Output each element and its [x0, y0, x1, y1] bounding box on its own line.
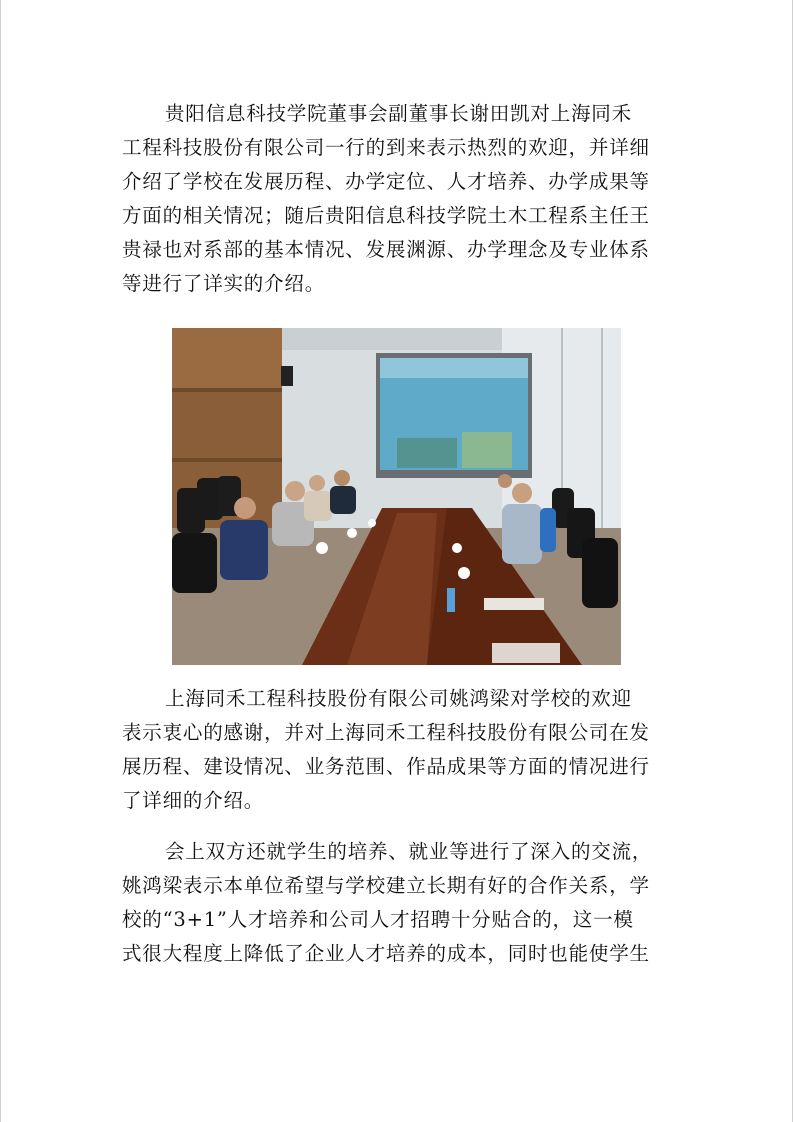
text-line: 介绍了学校在发展历程、办学定位、人才培养、办学成果等 — [122, 170, 650, 193]
text-line: 了详细的介绍。 — [122, 789, 265, 812]
text-line: 会上双方还就学生的培养、就业等进行了深入的交流， — [165, 840, 653, 863]
text-line: 工程科技股份有限公司一行的到来表示热烈的欢迎，并详细 — [122, 136, 650, 159]
text-line: 姚鸿梁表示本单位希望与学校建立长期有好的合作关系，学 — [122, 874, 650, 897]
meeting-photo — [172, 328, 621, 665]
paragraph-exchange — [122, 835, 677, 971]
speaker-icon — [281, 366, 293, 386]
text-line: 贵阳信息科技学院董事会副董事长谢田凯对上海同禾 — [165, 102, 632, 125]
text-line: 校的“3+1”人才培养和公司人才招聘十分贴合的，这一模 — [122, 908, 634, 931]
text-line: 表示衷心的感谢，并对上海同禾工程科技股份有限公司在发 — [122, 721, 650, 744]
page-edge-left — [0, 0, 1, 1122]
text-line: 上海同禾工程科技股份有限公司姚鸿梁对学校的欢迎 — [165, 687, 632, 710]
text-line: 贵禄也对系部的基本情况、发展渊源、办学理念及专业体系 — [122, 238, 650, 261]
text-line: 等进行了详实的介绍。 — [122, 272, 326, 295]
paragraph-response — [122, 682, 677, 818]
text-line: 方面的相关情况；随后贵阳信息科技学院土木工程系主任王 — [122, 204, 650, 227]
paragraph-welcome — [122, 97, 677, 301]
text-line: 式很大程度上降低了企业人才培养的成本，同时也能使学生 — [122, 942, 650, 965]
text-line: 展历程、建设情况、业务范围、作品成果等方面的情况进行 — [122, 755, 650, 778]
